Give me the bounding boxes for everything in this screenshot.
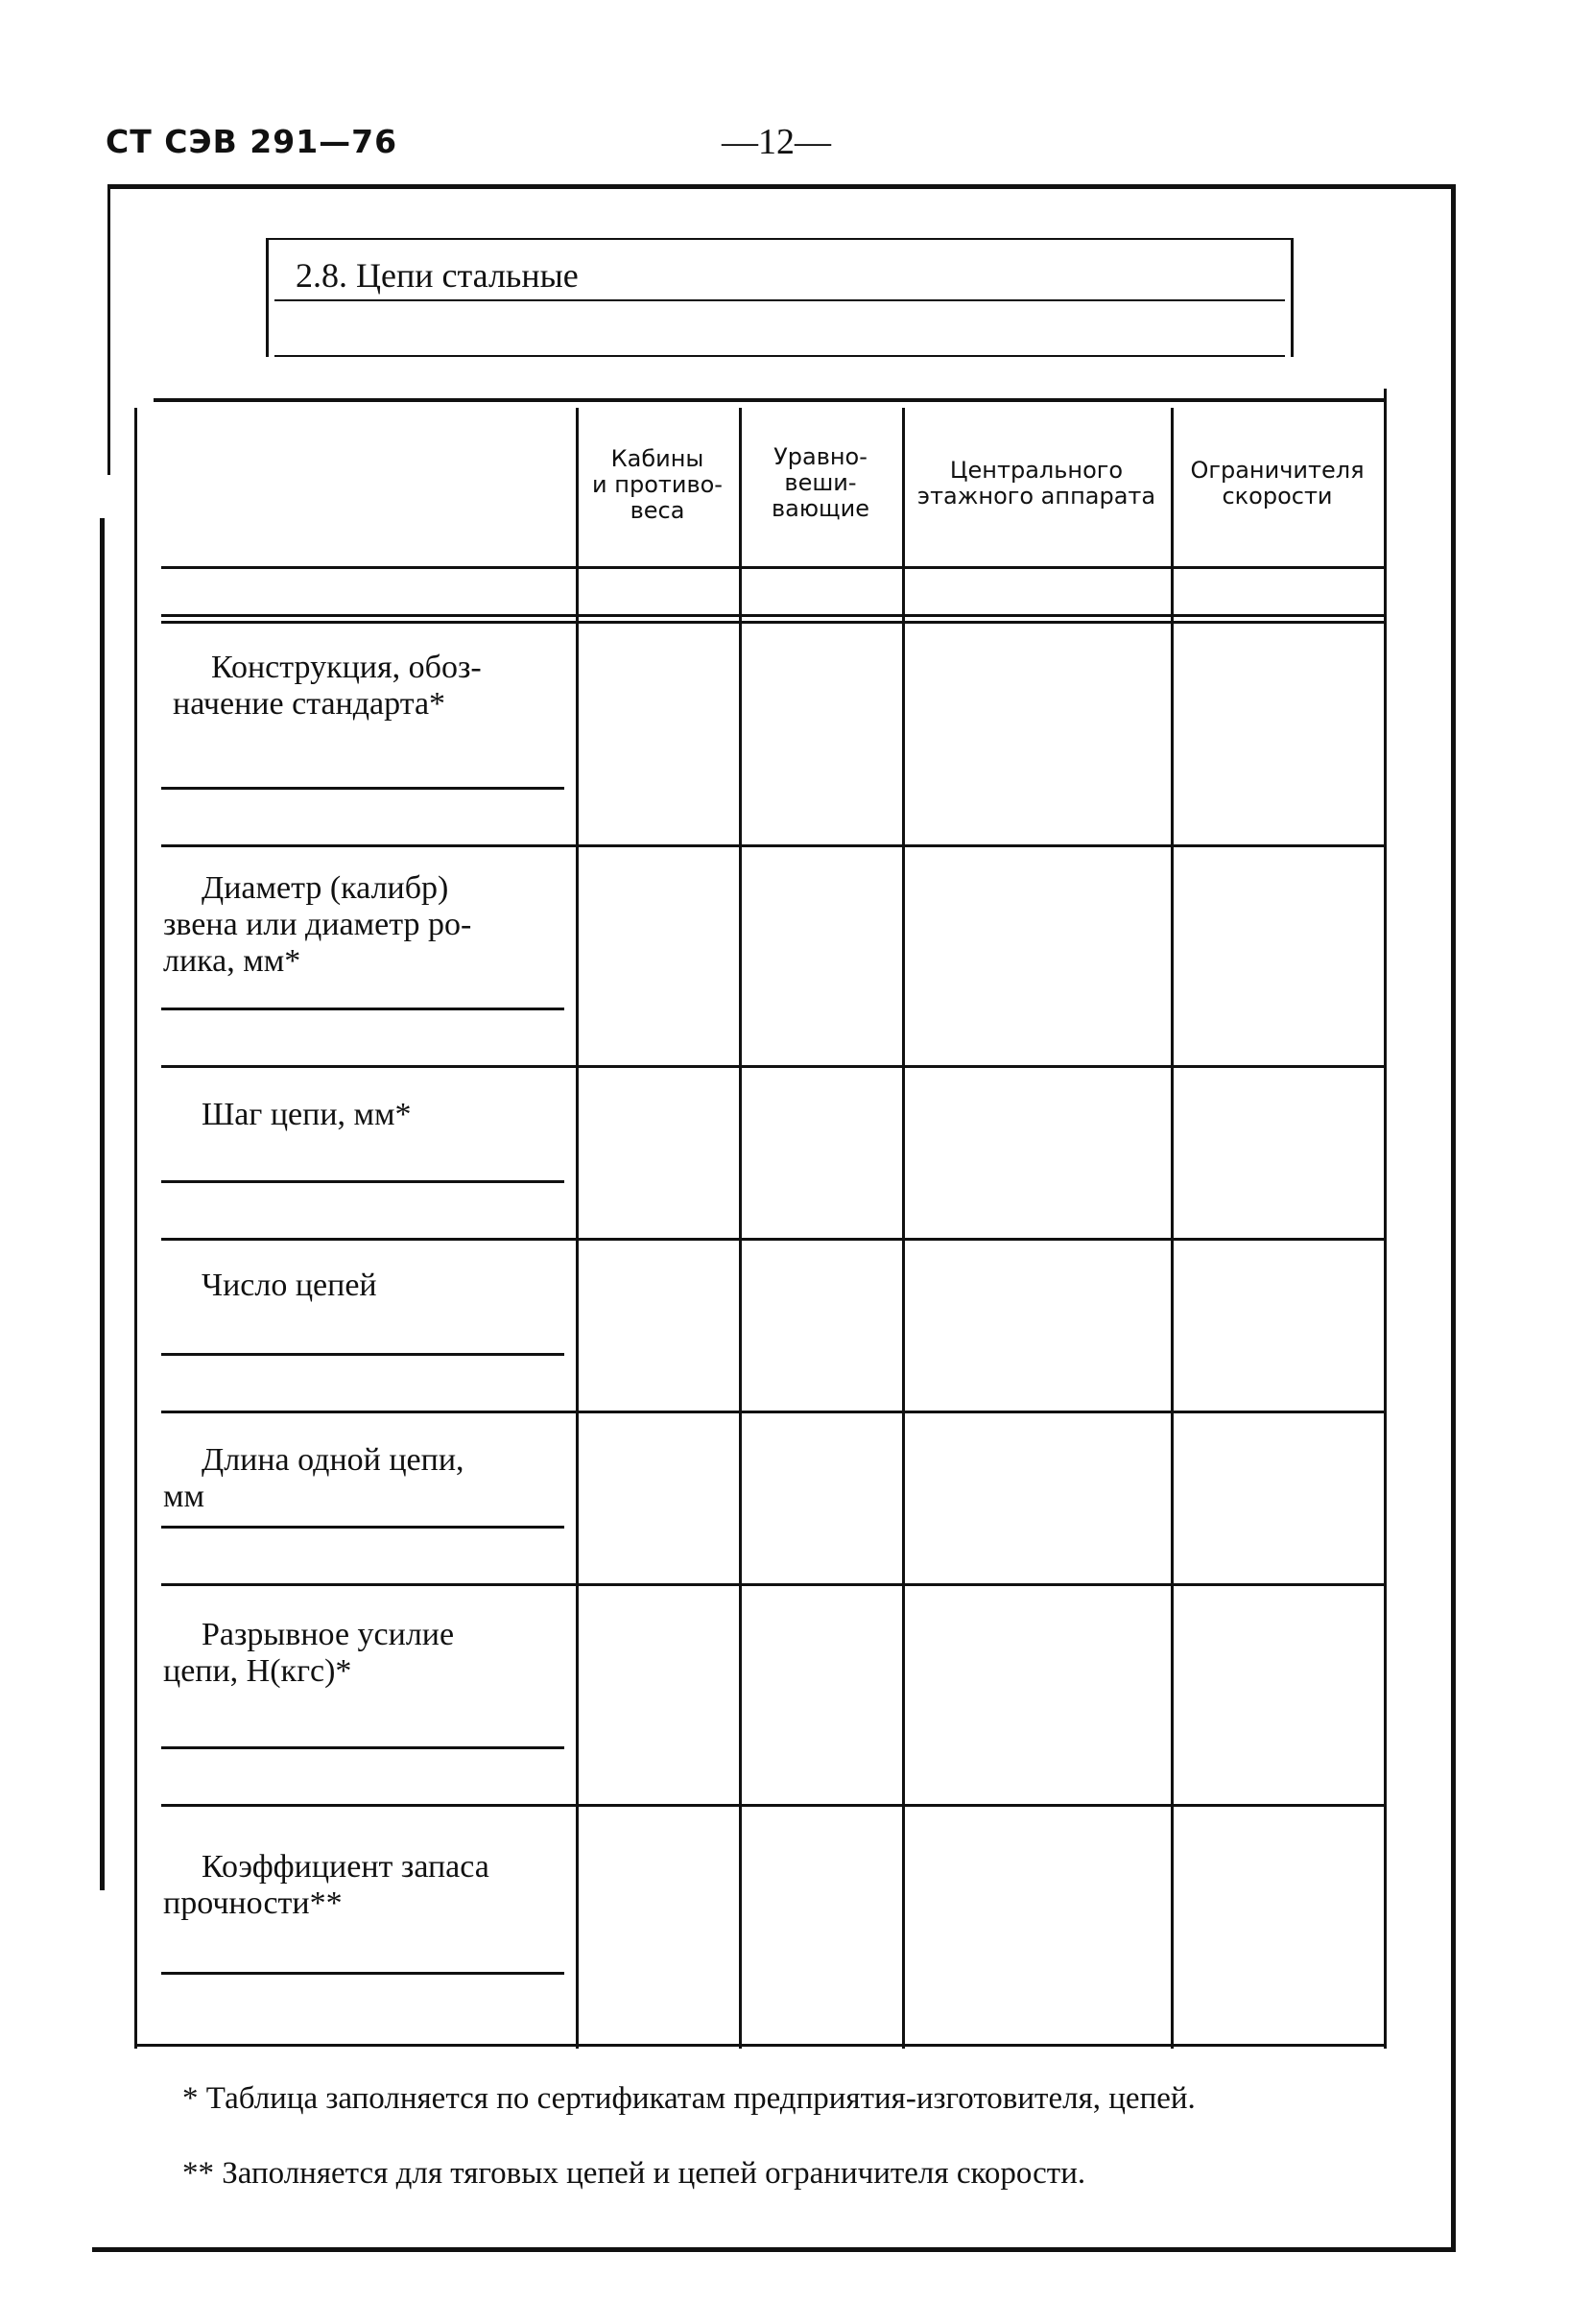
row-label-count: Число цепей — [202, 1268, 377, 1303]
row-label-safety-factor: Коэффициент запаса прочности** — [163, 1849, 489, 1921]
column-divider — [1171, 408, 1174, 2049]
row-underline — [161, 787, 564, 790]
column-divider — [739, 408, 742, 2049]
column-header-cabin — [576, 446, 739, 524]
column-divider — [576, 408, 579, 2049]
section-heading-box — [266, 238, 1294, 357]
row-label-breaking-force: Разрывное усилие цепи, Н(кгс)* — [163, 1617, 455, 1689]
row-underline — [161, 1972, 564, 1975]
column-header-limiter — [1171, 458, 1384, 510]
column-divider — [902, 408, 905, 2049]
row-underline — [161, 1353, 564, 1356]
column-header-balancing-text: Уравно- веши- вающие — [771, 443, 870, 522]
table-left-border — [134, 408, 137, 2049]
chains-table — [154, 398, 1387, 2049]
row-divider — [161, 1411, 1387, 1413]
column-header-cabin-text: Кабины и противо- веса — [592, 445, 723, 524]
footnote-1-text: * Таблица заполняется по сертификатам предприятия-изготовителя, цепей. — [182, 2081, 1196, 2116]
column-header-central-text: Центрального этажного аппарата — [916, 457, 1156, 510]
row-underline — [161, 1180, 564, 1183]
bottom-rule — [92, 2247, 1455, 2252]
section-bottom-line — [274, 355, 1285, 357]
row-divider — [161, 1804, 1387, 1807]
footnote-2 — [182, 2155, 1382, 2192]
row-underline — [161, 1746, 564, 1749]
header-double-line-1 — [161, 614, 1387, 617]
row-underline — [161, 1008, 564, 1010]
section-underline — [274, 299, 1285, 301]
row-label-pitch: Шаг цепи, мм* — [202, 1097, 412, 1132]
column-header-central — [902, 458, 1171, 510]
row-divider — [161, 1583, 1387, 1586]
header-double-line-2 — [161, 621, 1387, 624]
frame-left-edge — [100, 518, 105, 1890]
page-number: —12— — [722, 122, 831, 162]
footnote-1 — [182, 2080, 1382, 2117]
frame-left-edge-top — [107, 187, 110, 475]
row-divider — [161, 844, 1387, 847]
row-divider — [161, 1238, 1387, 1241]
table-top-border — [154, 398, 1387, 402]
table-bottom-border — [134, 2044, 1387, 2047]
row-divider — [161, 1065, 1387, 1068]
footnote-2-text: ** Заполняется для тяговых цепей и цепей ограничителя скорости. — [182, 2156, 1086, 2191]
section-title: 2.8. Цепи стальные — [296, 256, 579, 295]
document-code: СТ СЭВ 291—76 — [106, 123, 398, 160]
header-line — [161, 566, 1387, 569]
column-header-balancing — [739, 444, 902, 522]
row-label-length: Длина одной цепи, мм — [163, 1442, 464, 1514]
row-label-diameter: Диаметр (калибр) звена или диаметр ро- лика, мм* — [163, 870, 472, 979]
table-right-border — [1384, 389, 1387, 2049]
column-header-limiter-text: Ограничителя скорости — [1190, 457, 1365, 510]
row-label-construction: Конструкция, обоз- начение стандарта* — [173, 650, 482, 722]
row-underline — [161, 1526, 564, 1529]
